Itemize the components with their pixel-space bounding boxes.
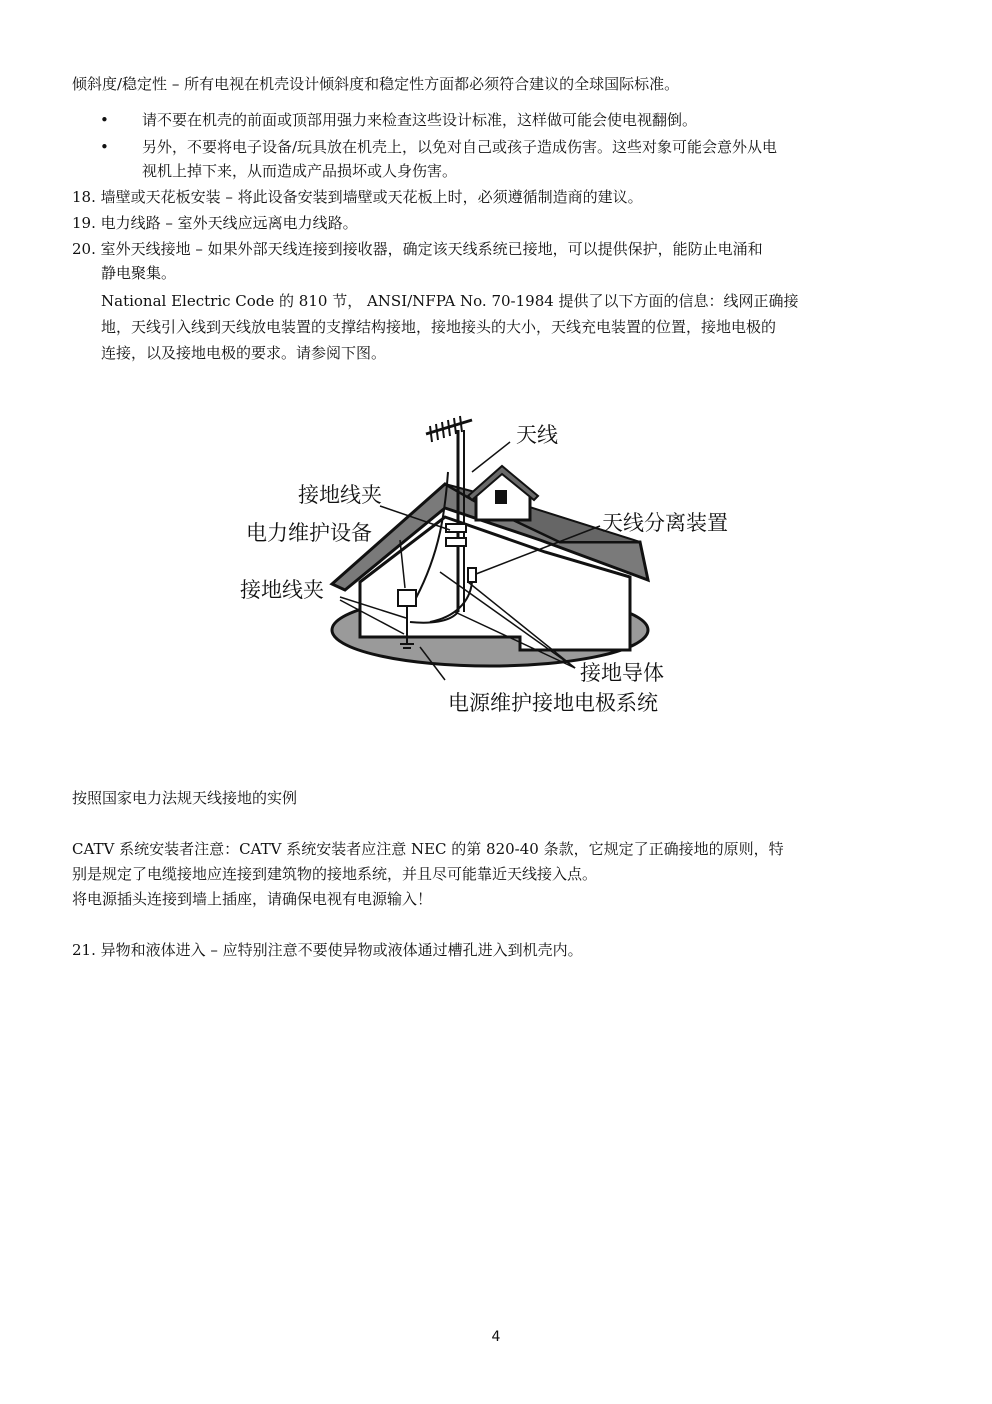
antenna-grounding-figure	[240, 412, 740, 722]
label-grounding-conductors: 接地导体	[580, 661, 664, 685]
catv-line-1: CATV 系统安装者注意：CATV 系统安装者应注意 NEC 的第 820-40 条款，它规定了正确接地的原则，特	[72, 840, 784, 858]
item-20-line-2: 静电聚集。	[101, 264, 177, 282]
antenna-grounding-diagram	[240, 412, 740, 722]
dormer-window	[495, 490, 507, 504]
power-plug-note: 将电源插头连接到墙上插座，请确保电视有电源输入！	[72, 890, 433, 908]
item-18: 18. 墙壁或天花板安装 – 将此设备安装到墙壁或天花板上时，必须遵循制造商的建议。	[72, 188, 643, 206]
label-power-service-grounding: 电源维护接地电极系统	[448, 691, 658, 715]
label-ground-clamp-top: 接地线夹	[298, 483, 382, 507]
item-20-line-5: 连接，以及接地电极的要求。请参阅下图。	[101, 344, 387, 362]
bullet-1-text: 请不要在机壳的前面或顶部用强力来检查这些设计标准，这样做可能会使电视翻倒。	[142, 111, 698, 129]
bullet-symbol: •	[100, 111, 109, 129]
page-number: 4	[491, 1329, 501, 1345]
bullet-2-text: 另外，不要将电子设备/玩具放在机壳上，以免对自己或孩子造成伤害。这些对象可能会意外从电	[142, 138, 778, 156]
item-20-line-3: National Electric Code 的 810 节， ANSI/NFPA No. 70-1984 提供了以下方面的信息：线网正确接	[101, 292, 799, 310]
item-20-line-4: 地，天线引入线到天线放电装置的支撑结构接地，接地接头的大小，天线充电装置的位置，接地电极的	[101, 318, 777, 336]
mast-clamp-2	[446, 538, 466, 546]
label-antenna: 天线	[516, 423, 558, 447]
label-power-service-equipment: 电力维护设备	[246, 521, 372, 545]
label-antenna-discharge-unit: 天线分离装置	[602, 511, 728, 535]
label-ground-clamp-bottom: 接地线夹	[240, 578, 324, 602]
figure-caption: 按照国家电力法规天线接地的实例	[72, 789, 298, 807]
tilt-stability-paragraph: 倾斜度/稳定性 – 所有电视在机壳设计倾斜度和稳定性方面都必须符合建议的全球国际标准。	[72, 75, 680, 93]
item-21: 21. 异物和液体进入 – 应特别注意不要使异物或液体通过槽孔进入到机壳内。	[72, 941, 583, 959]
bullet-symbol: •	[100, 138, 109, 156]
discharge-unit	[468, 568, 476, 582]
catv-line-2: 别是规定了电缆接地应连接到建筑物的接地系统，并且尽可能靠近天线接入点。	[72, 865, 598, 883]
power-service-box	[398, 590, 416, 606]
item-20-line-1: 20. 室外天线接地 – 如果外部天线连接到接收器，确定该天线系统已接地，可以提供保护，能防止电涌和	[72, 240, 763, 258]
bullet-2-continuation: 视机上掉下来，从而造成产品损坏或人身伤害。	[142, 162, 458, 180]
item-19: 19. 电力线路 – 室外天线应远离电力线路。	[72, 214, 358, 232]
mast-clamp-1	[446, 524, 466, 532]
